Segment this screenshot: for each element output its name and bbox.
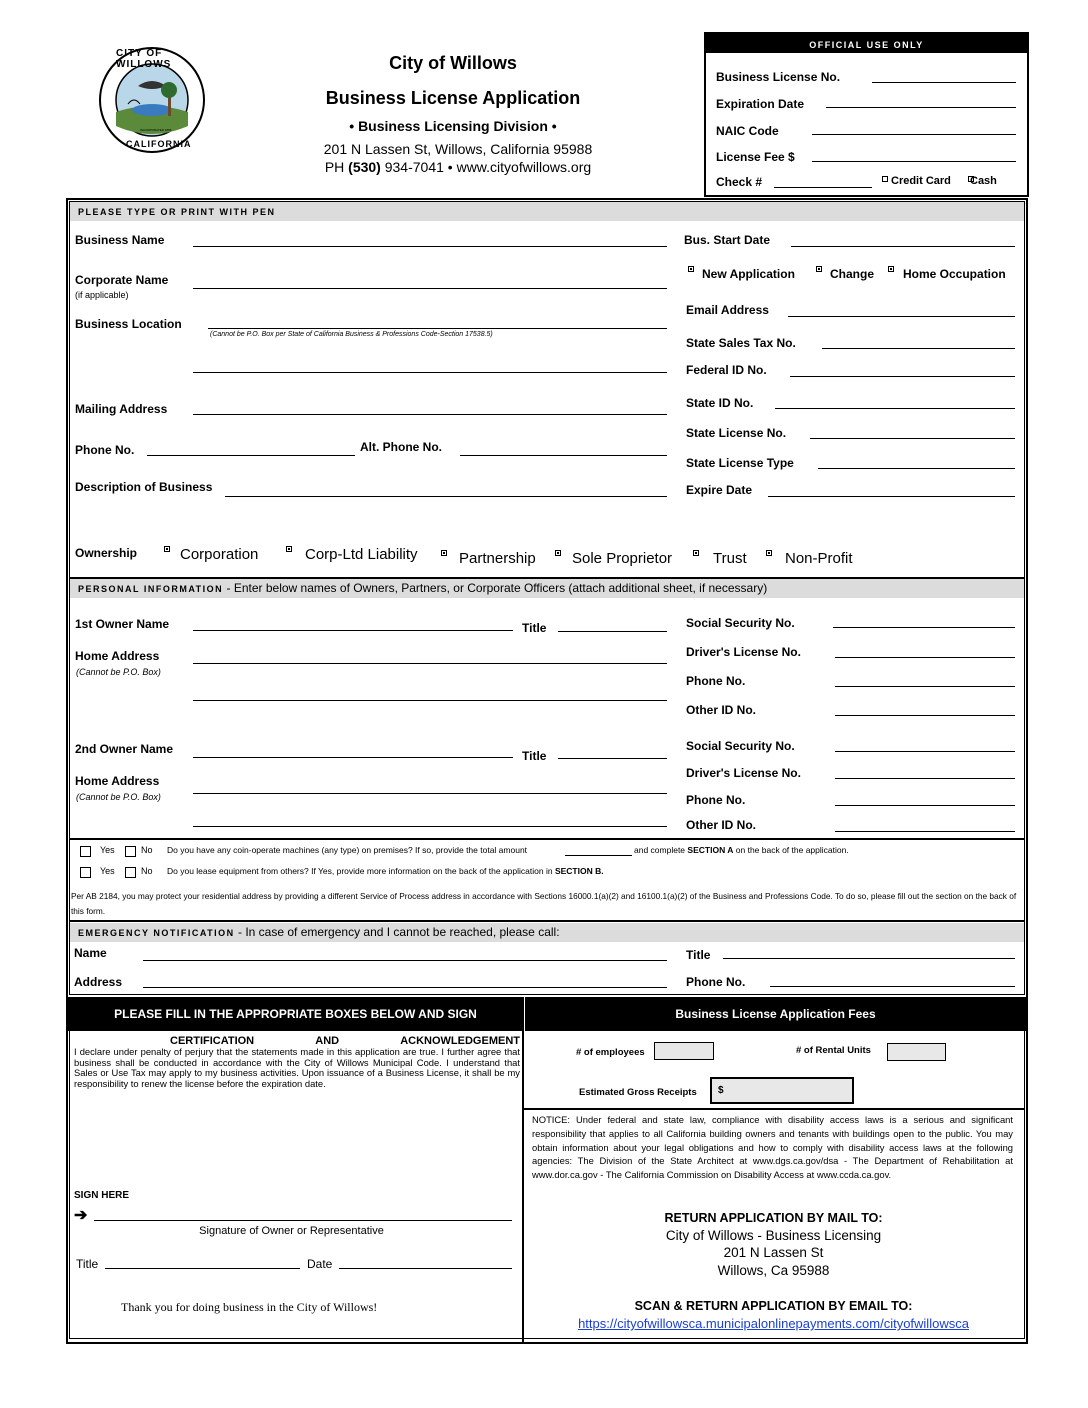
sales-tax-label: State Sales Tax No. [686, 336, 796, 350]
arrow-icon: ➔ [74, 1207, 88, 1224]
city-seal [98, 46, 206, 154]
trust-checkbox[interactable] [693, 550, 699, 556]
form-title: Business License Application [325, 88, 581, 108]
corporate-name-label: Corporate Name [75, 273, 169, 287]
q2-yes-checkbox[interactable] [80, 867, 91, 878]
official-use-title: OFFICIAL USE ONLY [706, 34, 1027, 53]
business-name-field[interactable] [193, 246, 667, 247]
alt-phone-label: Alt. Phone No. [360, 440, 442, 454]
owner1-dl-label: Driver's License No. [686, 645, 801, 659]
emergency-phone-label: Phone No. [686, 975, 746, 989]
state-id-field[interactable] [775, 408, 1015, 409]
sign-here-label: SIGN HERE [74, 1190, 130, 1201]
corporate-name-note: (if applicable) [75, 290, 129, 300]
corporation-option: Corporation [180, 546, 259, 563]
state-license-label: State License No. [686, 426, 787, 440]
email-field[interactable] [788, 316, 1015, 317]
scan-email-link[interactable]: https://cityofwillowsca.municipalonlinepayments.com/cityofwillowsca [578, 1316, 969, 1331]
emergency-name-label: Name [74, 946, 107, 960]
license-no-field[interactable] [872, 82, 1016, 83]
seal-text-top: CITY OF WILLOWS [116, 48, 172, 70]
division-label: • Business Licensing Division • [349, 118, 557, 134]
certification-text: I declare under penalty of perjury that the statements made in this application are true. I further agree that business shall be conducted in accordance with the City of Willows Municipal Code. I understand that Sales or Use Tax may apply to my business activities. Upon issuance of a Business License, it shall be my responsibility to renew the license before the expiration date. [74, 1046, 520, 1089]
business-location-field-2[interactable] [193, 372, 667, 373]
fee-label: License Fee $ [716, 150, 795, 164]
return-mail-line3: Willows, Ca 95988 [717, 1263, 830, 1278]
gross-receipts-field[interactable] [710, 1077, 854, 1104]
expiration-label: Expiration Date [716, 97, 805, 111]
mailing-address-label: Mailing Address [75, 402, 168, 416]
certification-box-bottom [69, 1338, 1025, 1339]
expire-date-label: Expire Date [686, 483, 753, 497]
business-location-note: (Cannot be P.O. Box per State of California Business & Professions Code-Section 17538.5) [210, 331, 493, 338]
credit-card-label: Credit Card [891, 175, 951, 187]
owner1-home-field-2[interactable] [193, 700, 667, 701]
q1-no-checkbox[interactable] [125, 846, 136, 857]
business-section-header: PLEASE TYPE OR PRINT WITH PEN [70, 202, 1024, 221]
owner2-home-field-2[interactable] [193, 826, 667, 827]
q1-text-end: and complete SECTION A on the back of the application. [634, 845, 849, 855]
corporate-name-field[interactable] [193, 288, 667, 289]
sales-tax-field[interactable] [822, 348, 1015, 349]
seal-year: INCORPORATED 1886 [140, 128, 172, 132]
phone-field[interactable] [147, 455, 355, 456]
q1-yes-label: Yes [100, 845, 115, 855]
partnership-checkbox[interactable] [441, 550, 447, 556]
description-field[interactable] [225, 496, 667, 497]
certification-heading: CERTIFICATION AND ACKNOWLEDGEMENT [170, 1035, 520, 1047]
owner2-name-label: 2nd Owner Name [75, 742, 174, 756]
city-contact: PH (530) 934-7041 • www.cityofwillows.org [324, 159, 592, 175]
owner1-other-id-field[interactable] [835, 715, 1015, 716]
check-field[interactable] [774, 187, 872, 188]
q2-no-checkbox[interactable] [125, 867, 136, 878]
description-label: Description of Business [75, 480, 213, 494]
return-mail-line1: City of Willows - Business Licensing [665, 1228, 882, 1243]
scan-email-heading: SCAN & RETURN APPLICATION BY EMAIL TO: [634, 1299, 913, 1313]
emergency-address-label: Address [74, 975, 123, 989]
q2-yes-label: Yes [100, 866, 115, 876]
q2-text: Do you lease equipment from others? If Yes, provide more information on the back of the application in SECTION B. [167, 866, 604, 876]
fees-banner: Business License Application Fees [525, 997, 1026, 1031]
owner2-other-id-label: Other ID No. [686, 818, 757, 832]
q1-text: Do you have any coin-operate machines (any type) on premises? If so, provide the total amount [167, 845, 528, 855]
fees-box-right [1024, 1031, 1025, 1339]
expiration-field[interactable] [826, 107, 1016, 108]
emergency-title-field[interactable] [723, 958, 1015, 959]
corp-ltd-checkbox[interactable] [286, 546, 292, 552]
employees-label: # of employees [576, 1047, 645, 1058]
cert-date-label: Date [307, 1257, 333, 1271]
sole-proprietor-checkbox[interactable] [555, 550, 561, 556]
emergency-title-label: Title [686, 948, 711, 962]
sole-proprietor-option: Sole Proprietor [572, 550, 673, 567]
return-mail-line2: 201 N Lassen St [723, 1245, 824, 1260]
non-profit-checkbox[interactable] [766, 550, 772, 556]
owner1-name-label: 1st Owner Name [75, 617, 170, 631]
owner1-ssn-field[interactable] [833, 627, 1015, 628]
city-name: City of Willows [389, 53, 517, 73]
emergency-name-field[interactable] [143, 960, 667, 961]
owner1-phone-field[interactable] [835, 686, 1015, 687]
owner1-ssn-label: Social Security No. [686, 616, 795, 630]
fees-divider [524, 1108, 1025, 1110]
business-location-field[interactable] [208, 328, 667, 329]
owner2-ssn-label: Social Security No. [686, 739, 795, 753]
start-date-label: Bus. Start Date [684, 233, 771, 247]
owner2-other-id-field[interactable] [835, 831, 1015, 832]
owner2-dl-label: Driver's License No. [686, 766, 801, 780]
city-address: 201 N Lassen St, Willows, California 95988 [323, 141, 593, 157]
owner2-phone-label: Phone No. [686, 793, 746, 807]
employees-field[interactable] [654, 1042, 714, 1060]
owner1-dl-field[interactable] [835, 657, 1015, 658]
signature-field[interactable] [94, 1220, 512, 1221]
email-label: Email Address [686, 303, 769, 317]
phone-label: Phone No. [75, 443, 135, 457]
federal-id-label: Federal ID No. [686, 363, 767, 377]
start-date-field[interactable] [791, 246, 1015, 247]
owner1-title-label: Title [522, 621, 547, 635]
rental-units-field[interactable] [887, 1043, 946, 1061]
change-checkbox[interactable] [816, 266, 822, 272]
mailing-address-field[interactable] [193, 414, 667, 415]
cash-label: Cash [970, 175, 997, 187]
q1-no-label: No [141, 845, 153, 855]
corporation-checkbox[interactable] [164, 546, 170, 552]
coin-machine-total-field[interactable] [565, 855, 632, 856]
owner1-other-id-label: Other ID No. [686, 703, 757, 717]
new-application-label: New Application [702, 267, 795, 281]
state-license-type-field[interactable] [818, 468, 1015, 469]
cert-title-field[interactable] [105, 1268, 300, 1269]
trust-option: Trust [713, 550, 747, 567]
official-use-box [704, 32, 1029, 197]
change-label: Change [830, 267, 875, 281]
emergency-phone-field[interactable] [770, 986, 1015, 987]
disability-notice: NOTICE: Under federal and state law, compliance with disability access laws is a serious and significant responsibility that applies to all California building owners and tenants with buildings open to the public. You may obtain information about your legal obligations and how to comply with disability access laws at the following agencies: The Division of the State Architect at www.dgs.ca.gov/dsa - The Department of Rehabilitation at www.dor.ca.gov - The California Commission on Disability Access at www.ccda.ca.gov. [532, 1114, 1013, 1181]
new-application-checkbox[interactable] [688, 266, 694, 272]
owner2-dl-field[interactable] [835, 778, 1015, 779]
owner1-title-field[interactable] [558, 631, 667, 632]
thank-you-note: Thank you for doing business in the City of Willows! [121, 1300, 378, 1314]
ownership-label: Ownership [75, 546, 138, 560]
emergency-address-field[interactable] [143, 987, 667, 988]
seal-text-bottom: CALIFORNIA [126, 139, 192, 149]
questions-divider [69, 838, 1025, 840]
credit-card-checkbox[interactable] [882, 176, 888, 182]
home-occupation-checkbox[interactable] [888, 266, 894, 272]
owner2-home-field[interactable] [193, 793, 667, 794]
partnership-option: Partnership [459, 550, 536, 567]
state-license-field[interactable] [810, 438, 1015, 439]
owner1-home-note: (Cannot be P.O. Box) [76, 667, 161, 677]
owner2-title-field[interactable] [558, 758, 667, 759]
return-mail-heading: RETURN APPLICATION BY MAIL TO: [664, 1211, 883, 1225]
emergency-section-header: EMERGENCY NOTIFICATION - In case of emergency and I cannot be reached, please call: [70, 923, 1024, 942]
license-no-label: Business License No. [716, 70, 841, 84]
owner2-home-label: Home Address [75, 774, 160, 788]
owner2-name-field[interactable] [193, 757, 513, 758]
q2-no-label: No [141, 866, 153, 876]
naic-label: NAIC Code [716, 124, 779, 138]
cert-date-field[interactable] [339, 1268, 512, 1269]
ab2184-notice: Per AB 2184, you may protect your residential address by providing a different Service of Process address in accordance with Sections 16000.1(a)(2) and 16100.1(a)(2) of the Business and Professions Code. To do so, please fill out the section on the back of this form. [71, 891, 1017, 916]
owner1-home-field[interactable] [193, 663, 667, 664]
owner2-ssn-field[interactable] [835, 751, 1015, 752]
owner1-phone-label: Phone No. [686, 674, 746, 688]
business-location-label: Business Location [75, 317, 182, 331]
alt-phone-field[interactable] [460, 455, 667, 456]
certification-banner: PLEASE FILL IN THE APPROPRIATE BOXES BELOW AND SIGN [68, 997, 523, 1031]
signature-caption: Signature of Owner or Representative [199, 1225, 384, 1237]
home-occupation-label: Home Occupation [903, 267, 1006, 281]
q1-yes-checkbox[interactable] [80, 846, 91, 857]
owner2-title-label: Title [522, 749, 547, 763]
business-name-label: Business Name [75, 233, 165, 247]
state-id-label: State ID No. [686, 396, 754, 410]
owner1-name-field[interactable] [193, 630, 513, 631]
rental-units-label: # of Rental Units [796, 1045, 871, 1056]
owner1-home-label: Home Address [75, 649, 160, 663]
federal-id-field[interactable] [790, 376, 1015, 377]
bottom-column-divider [522, 997, 524, 1343]
gross-receipts-label: Estimated Gross Receipts [579, 1087, 697, 1098]
fee-field[interactable] [812, 161, 1016, 162]
naic-field[interactable] [812, 134, 1016, 135]
expire-date-field[interactable] [768, 496, 1015, 497]
certification-box-left [69, 1031, 70, 1339]
emergency-divider [69, 920, 1025, 922]
non-profit-option: Non-Profit [785, 550, 853, 567]
cert-title-label: Title [76, 1257, 99, 1271]
check-label: Check # [716, 175, 763, 189]
personal-section-header: PERSONAL INFORMATION - Enter below names of Owners, Partners, or Corporate Officers (attach additional sheet, if necessary) [70, 579, 1024, 598]
owner2-phone-field[interactable] [835, 805, 1015, 806]
corp-ltd-option: Corp-Ltd Liability [305, 546, 418, 563]
dollar-sign: $ [718, 1085, 724, 1096]
owner2-home-note: (Cannot be P.O. Box) [76, 792, 161, 802]
state-license-type-label: State License Type [686, 456, 794, 470]
